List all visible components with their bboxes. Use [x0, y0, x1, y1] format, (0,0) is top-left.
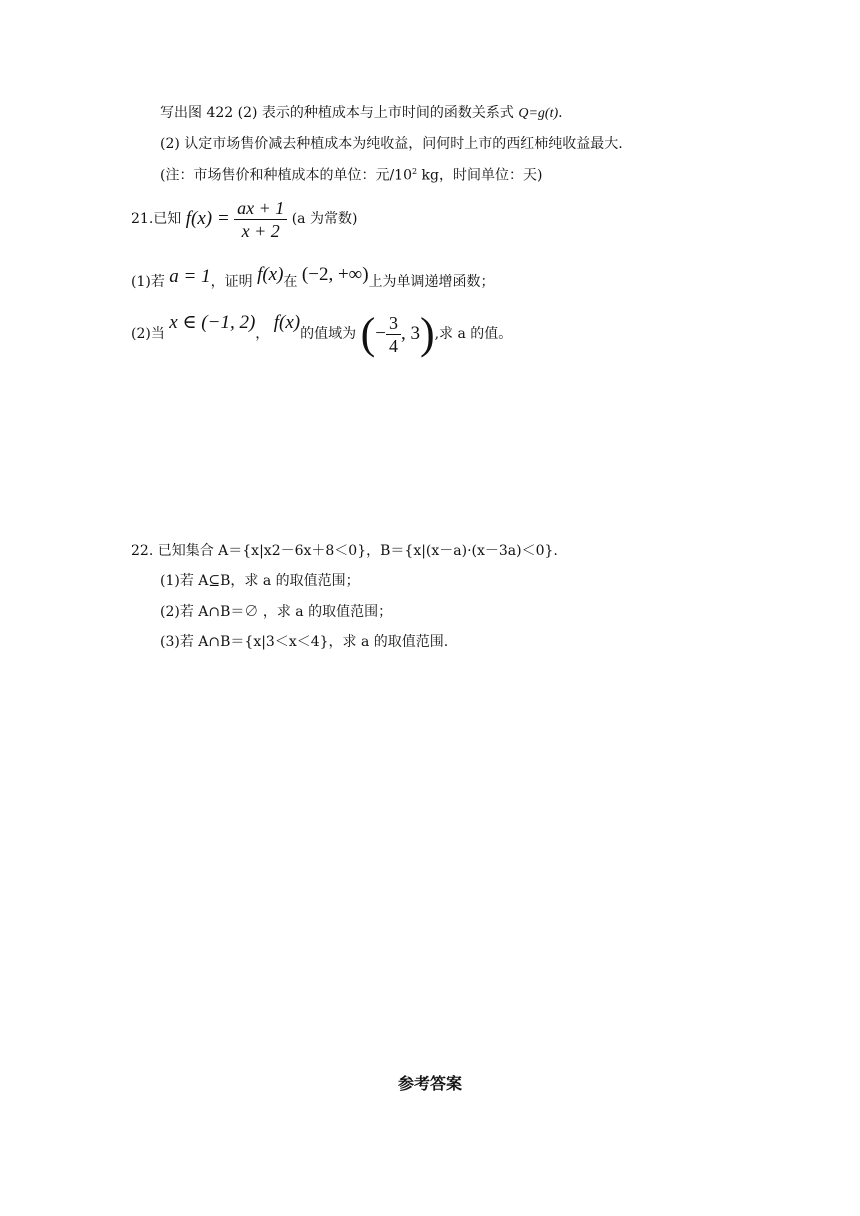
- intro-line-3-start: (注：市场售价和种植成本的单位：元/10: [160, 167, 412, 184]
- intro-line-3: [160, 163, 542, 185]
- q21-range-num: 3: [386, 312, 401, 335]
- q22-p3-text: (3)若 A∩B＝{x|3＜x＜4}，求 a 的取值范围.: [160, 634, 449, 650]
- q21-p1-fx: f(x): [257, 264, 284, 285]
- q22-part2: [160, 603, 392, 621]
- q21-p2-range-text: 的值域为: [300, 326, 357, 342]
- q22-p2-text: (2)若 A∩B＝∅ ，求 a 的取值范围；: [160, 604, 393, 620]
- q22-stem-text: 22. 已知集合 A＝{x|x2－6x＋8＜0}，B＝{x|(x－a)·(x－3a)＜0}.: [131, 543, 558, 559]
- q21-denominator: x + 2: [241, 220, 280, 241]
- q21-p2-prefix: (2)当: [131, 326, 165, 342]
- intro-line-1-formula: Q=g(t): [518, 106, 559, 121]
- q21-p2-domain: x ∈ (−1, 2): [169, 312, 256, 333]
- answer-heading: 参考答案: [397, 1074, 462, 1093]
- q21-p1-interval: (−2, +∞): [301, 264, 369, 285]
- intro-line-1: [160, 104, 563, 123]
- q21-p2-end: ,求 a 的值。: [434, 326, 513, 342]
- q21-range-minus: −: [375, 323, 386, 344]
- intro-line-1-text: 写出图 422 (2) 表示的种植成本与上市时间的函数关系式: [160, 105, 514, 121]
- q21-p1-end: 上为单调递增函数；: [368, 274, 495, 290]
- q21-numerator: ax + 1: [234, 197, 287, 220]
- q21-label: 21.已知: [131, 211, 182, 227]
- q21-p1-cond: a = 1: [169, 266, 211, 287]
- q21-note: (a 为常数): [291, 211, 358, 227]
- q22-stem: [131, 542, 558, 560]
- intro-line-3-end: kg，时间单位：天): [417, 167, 543, 184]
- q21-p2-range: [361, 307, 435, 361]
- q21-range-fraction: [386, 312, 401, 357]
- q21-p1-in: 在: [283, 274, 298, 290]
- q21-range-rest: , 3: [400, 323, 420, 344]
- intro-line-2-text: (2) 认定市场售价减去种植成本为纯收益，问何时上市的西红柿纯收益最大.: [160, 136, 623, 152]
- q21-line: [131, 196, 357, 242]
- q21-part1: [131, 258, 495, 299]
- q22-part3: [160, 633, 448, 651]
- q22-p1-text: (1)若 A⊆B，求 a 的取值范围；: [160, 573, 360, 589]
- q21-part2: [131, 296, 512, 361]
- q21-p2-comma: ，: [255, 326, 270, 342]
- intro-line-2: [160, 135, 623, 153]
- q21-range-den: 4: [388, 335, 398, 356]
- q21-range-right-paren: ): [419, 309, 435, 358]
- q21-fraction: [234, 197, 287, 242]
- intro-line-1-end: .: [558, 105, 563, 121]
- q21-p1-prefix: (1)若: [131, 274, 165, 290]
- intro-line-3-sup: 2: [412, 167, 418, 176]
- q21-p2-fx: f(x): [273, 312, 301, 333]
- q22-part1: [160, 572, 360, 590]
- q21-range-left-paren: (: [360, 309, 376, 358]
- q21-fx: f(x) =: [185, 208, 230, 229]
- q21-p1-prove: ，证明: [210, 274, 253, 290]
